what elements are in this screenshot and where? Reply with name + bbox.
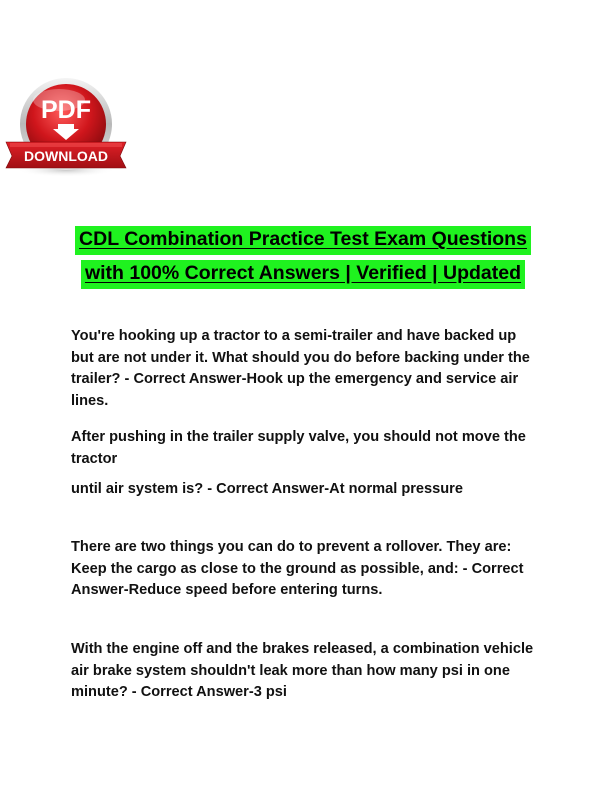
pdf-download-badge xyxy=(4,74,130,178)
pdf-download-icon xyxy=(4,74,130,178)
question-answer-3: There are two things you can do to prevent a rollover. They are: Keep the cargo as close to the ground as possible, and: - Correct Answer-Reduce speed before entering turns. xyxy=(71,539,524,598)
title-line-1: CDL Combination Practice Test Exam Questions xyxy=(75,226,531,255)
question-answer-2-part-2: until air system is? - Correct Answer-At normal pressure xyxy=(71,481,463,497)
badge-top-text: PDF xyxy=(41,96,91,124)
title-line-2: with 100% Correct Answers | Verified | Updated xyxy=(81,260,525,289)
badge-bottom-text: DOWNLOAD xyxy=(24,148,108,164)
question-answer-2-part-1: After pushing in the trailer supply valve, you should not move the tractor xyxy=(71,429,526,467)
document-title xyxy=(0,226,606,289)
question-answer-1: You're hooking up a tractor to a semi-trailer and have backed up but are not under it. What should you do before backing under the trailer? - Correct Answer-Hook up the emergency and service air lines. xyxy=(71,328,530,409)
question-answer-4: With the engine off and the brakes released, a combination vehicle air brake system shouldn't leak more than how many psi in one minute? - Correct Answer-3 psi xyxy=(71,641,534,700)
